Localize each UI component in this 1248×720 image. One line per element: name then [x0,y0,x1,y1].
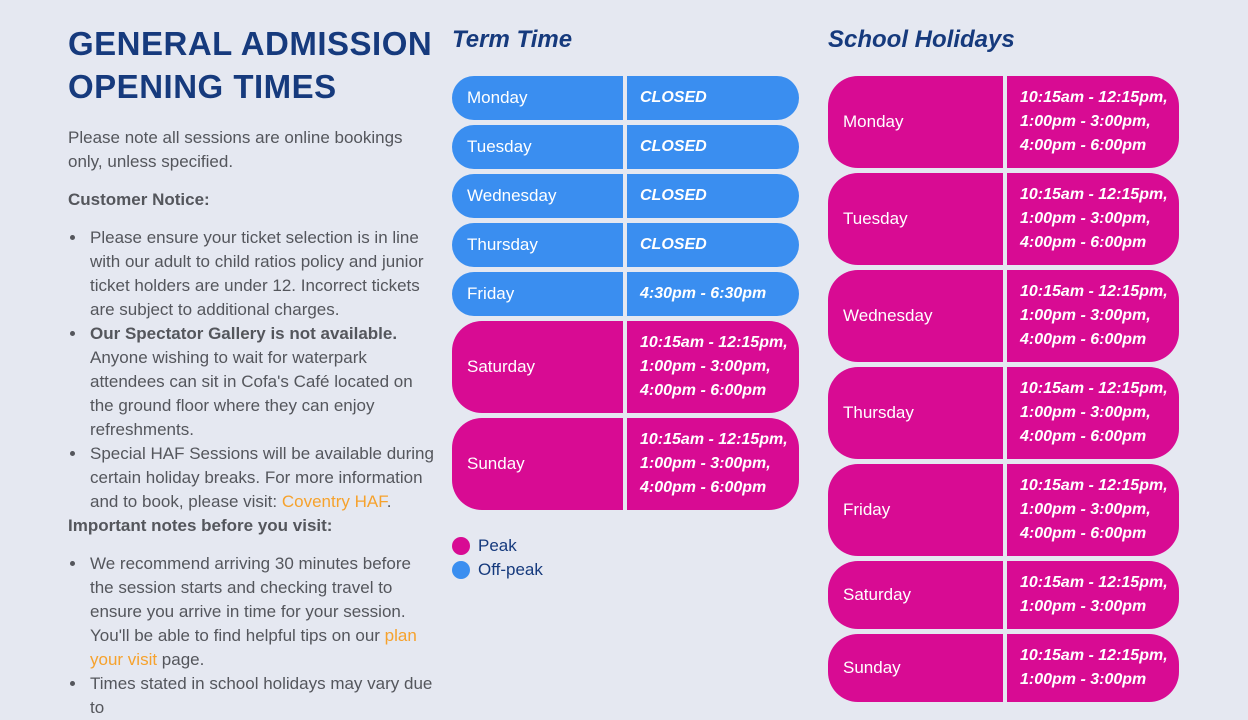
day-cell [452,76,623,120]
time-text: 1:00pm - 3:00pm, [640,455,771,472]
schedule-row [828,76,1179,168]
times-cell [1007,561,1179,629]
time-text: 4:00pm - 6:00pm [1020,137,1147,154]
time-text: 4:00pm - 6:00pm [1020,525,1147,542]
day-label: Sunday [467,454,525,473]
times-cell [627,223,799,267]
offpeak-swatch-icon [452,561,470,579]
page-title: GENERAL ADMISSION OPENING TIMES [68,25,433,105]
schedule-row [828,270,1179,362]
times-cell [1007,464,1179,556]
time-text: 10:15am - 12:15pm, [1020,647,1168,664]
day-cell [828,367,1003,459]
info-column [68,22,438,720]
time-text: 1:00pm - 3:00pm, [640,358,771,375]
school-holidays-section [828,0,1179,707]
time-text: CLOSED [640,89,707,106]
plan-your-visit-link[interactable]: plan your visit [90,626,417,669]
schedule-row [452,125,799,169]
schedule-row [452,272,799,316]
legend-label-offpeak: Off-peak [478,560,543,579]
day-label: Thursday [467,235,538,254]
time-text: CLOSED [640,187,707,204]
time-text: 4:00pm - 6:00pm [640,382,767,399]
list-item [87,552,438,672]
time-text: 10:15am - 12:15pm, [1020,89,1168,106]
day-label: Thursday [843,403,914,422]
schedule-row [828,464,1179,556]
schedule-row [452,174,799,218]
day-label: Saturday [843,585,912,604]
time-text: 1:00pm - 3:00pm, [1020,307,1151,324]
day-cell [828,464,1003,556]
time-text: 1:00pm - 3:00pm [1020,598,1147,615]
day-cell [828,76,1003,168]
times-cell [627,125,799,169]
time-text: 1:00pm - 3:00pm, [1020,113,1151,130]
time-text: 1:00pm - 3:00pm, [1020,501,1151,518]
day-cell [452,174,623,218]
bullet-bold-text: Our Spectator Gallery is not available. [90,324,398,343]
time-text: 4:00pm - 6:00pm [1020,428,1147,445]
legend-item-offpeak [452,558,799,582]
time-text: 4:30pm - 6:30pm [640,285,767,302]
important-notes-heading: Important notes before you visit: [68,516,333,535]
day-cell [452,223,623,267]
schedule-row [452,76,799,120]
list-item [87,226,438,322]
day-label: Tuesday [467,137,532,156]
day-cell [452,321,623,413]
day-label: Saturday [467,357,536,376]
bullet-text: . [386,492,392,511]
important-notes-list [68,552,438,720]
time-text: 1:00pm - 3:00pm, [1020,210,1151,227]
day-label: Monday [843,112,904,131]
term-time-table [452,76,799,510]
customer-notice-list [68,226,438,514]
time-text: 4:00pm - 6:00pm [1020,331,1147,348]
day-label: Friday [843,500,891,519]
schedule-row [828,634,1179,702]
term-time-section [452,0,799,582]
times-cell [1007,270,1179,362]
day-label: Monday [467,88,528,107]
time-text: CLOSED [640,236,707,253]
legend [452,534,799,582]
day-label: Tuesday [843,209,908,228]
school-holidays-heading: School Holidays [828,26,1015,53]
list-item [87,442,438,514]
bullet-text: Anyone wishing to wait for waterpark attendees can sit in Cofa's Café located on the ground floor where they can enjoy refreshments. [90,348,413,439]
bullet-text: Please ensure your ticket selection is in line with our adult to child ratios policy and junior ticket holders are under 12. Incorrect tickets are subject to additional charges. [90,228,424,319]
bullet-text: Special HAF Sessions will be available during certain holiday breaks. For more information and to book, please visit: [90,444,434,511]
time-text: 10:15am - 12:15pm, [1020,574,1168,591]
day-cell [828,270,1003,362]
customer-notice-heading: Customer Notice: [68,190,210,209]
schedule-row [828,561,1179,629]
time-text: 1:00pm - 3:00pm [1020,671,1147,688]
list-item [87,322,438,442]
day-cell [828,561,1003,629]
time-text: 4:00pm - 6:00pm [1020,234,1147,251]
bullet-text: We recommend arriving 30 minutes before the session starts and checking travel to ensure you arrive in time for your session. You'll be able to find helpful tips on our [90,554,411,645]
times-cell [627,174,799,218]
school-holidays-table [828,76,1179,702]
list-item [87,672,438,720]
day-label: Sunday [843,658,901,677]
bullet-text: page. [157,650,205,669]
day-cell [828,173,1003,265]
time-text: 10:15am - 12:15pm, [640,431,788,448]
day-cell [452,418,623,510]
time-text: 4:00pm - 6:00pm [640,479,767,496]
times-cell [627,321,799,413]
day-label: Wednesday [843,306,933,325]
time-text: 10:15am - 12:15pm, [1020,283,1168,300]
peak-swatch-icon [452,537,470,555]
schedule-row [828,367,1179,459]
time-text: CLOSED [640,138,707,155]
time-text: 1:00pm - 3:00pm, [1020,404,1151,421]
schedule-row [452,223,799,267]
time-text: 10:15am - 12:15pm, [1020,380,1168,397]
times-cell [1007,76,1179,168]
times-cell [627,76,799,120]
coventry-haf-link[interactable]: Coventry HAF [281,492,387,511]
day-label: Wednesday [467,186,557,205]
legend-label-peak: Peak [478,536,517,555]
day-cell [828,634,1003,702]
time-text: 10:15am - 12:15pm, [640,334,788,351]
times-cell [627,272,799,316]
schedule-row [452,418,799,510]
times-cell [1007,367,1179,459]
term-time-heading: Term Time [452,26,573,53]
time-text: 10:15am - 12:15pm, [1020,186,1168,203]
bullet-text: Times stated in school holidays may vary due to [90,674,433,717]
day-label: Friday [467,284,515,303]
intro-text: Please note all sessions are online bookings only, unless specified. [68,128,403,171]
times-cell [1007,634,1179,702]
day-cell [452,272,623,316]
times-cell [627,418,799,510]
times-cell [1007,173,1179,265]
schedule-row [452,321,799,413]
time-text: 10:15am - 12:15pm, [1020,477,1168,494]
day-cell [452,125,623,169]
legend-item-peak [452,534,799,558]
schedule-row [828,173,1179,265]
